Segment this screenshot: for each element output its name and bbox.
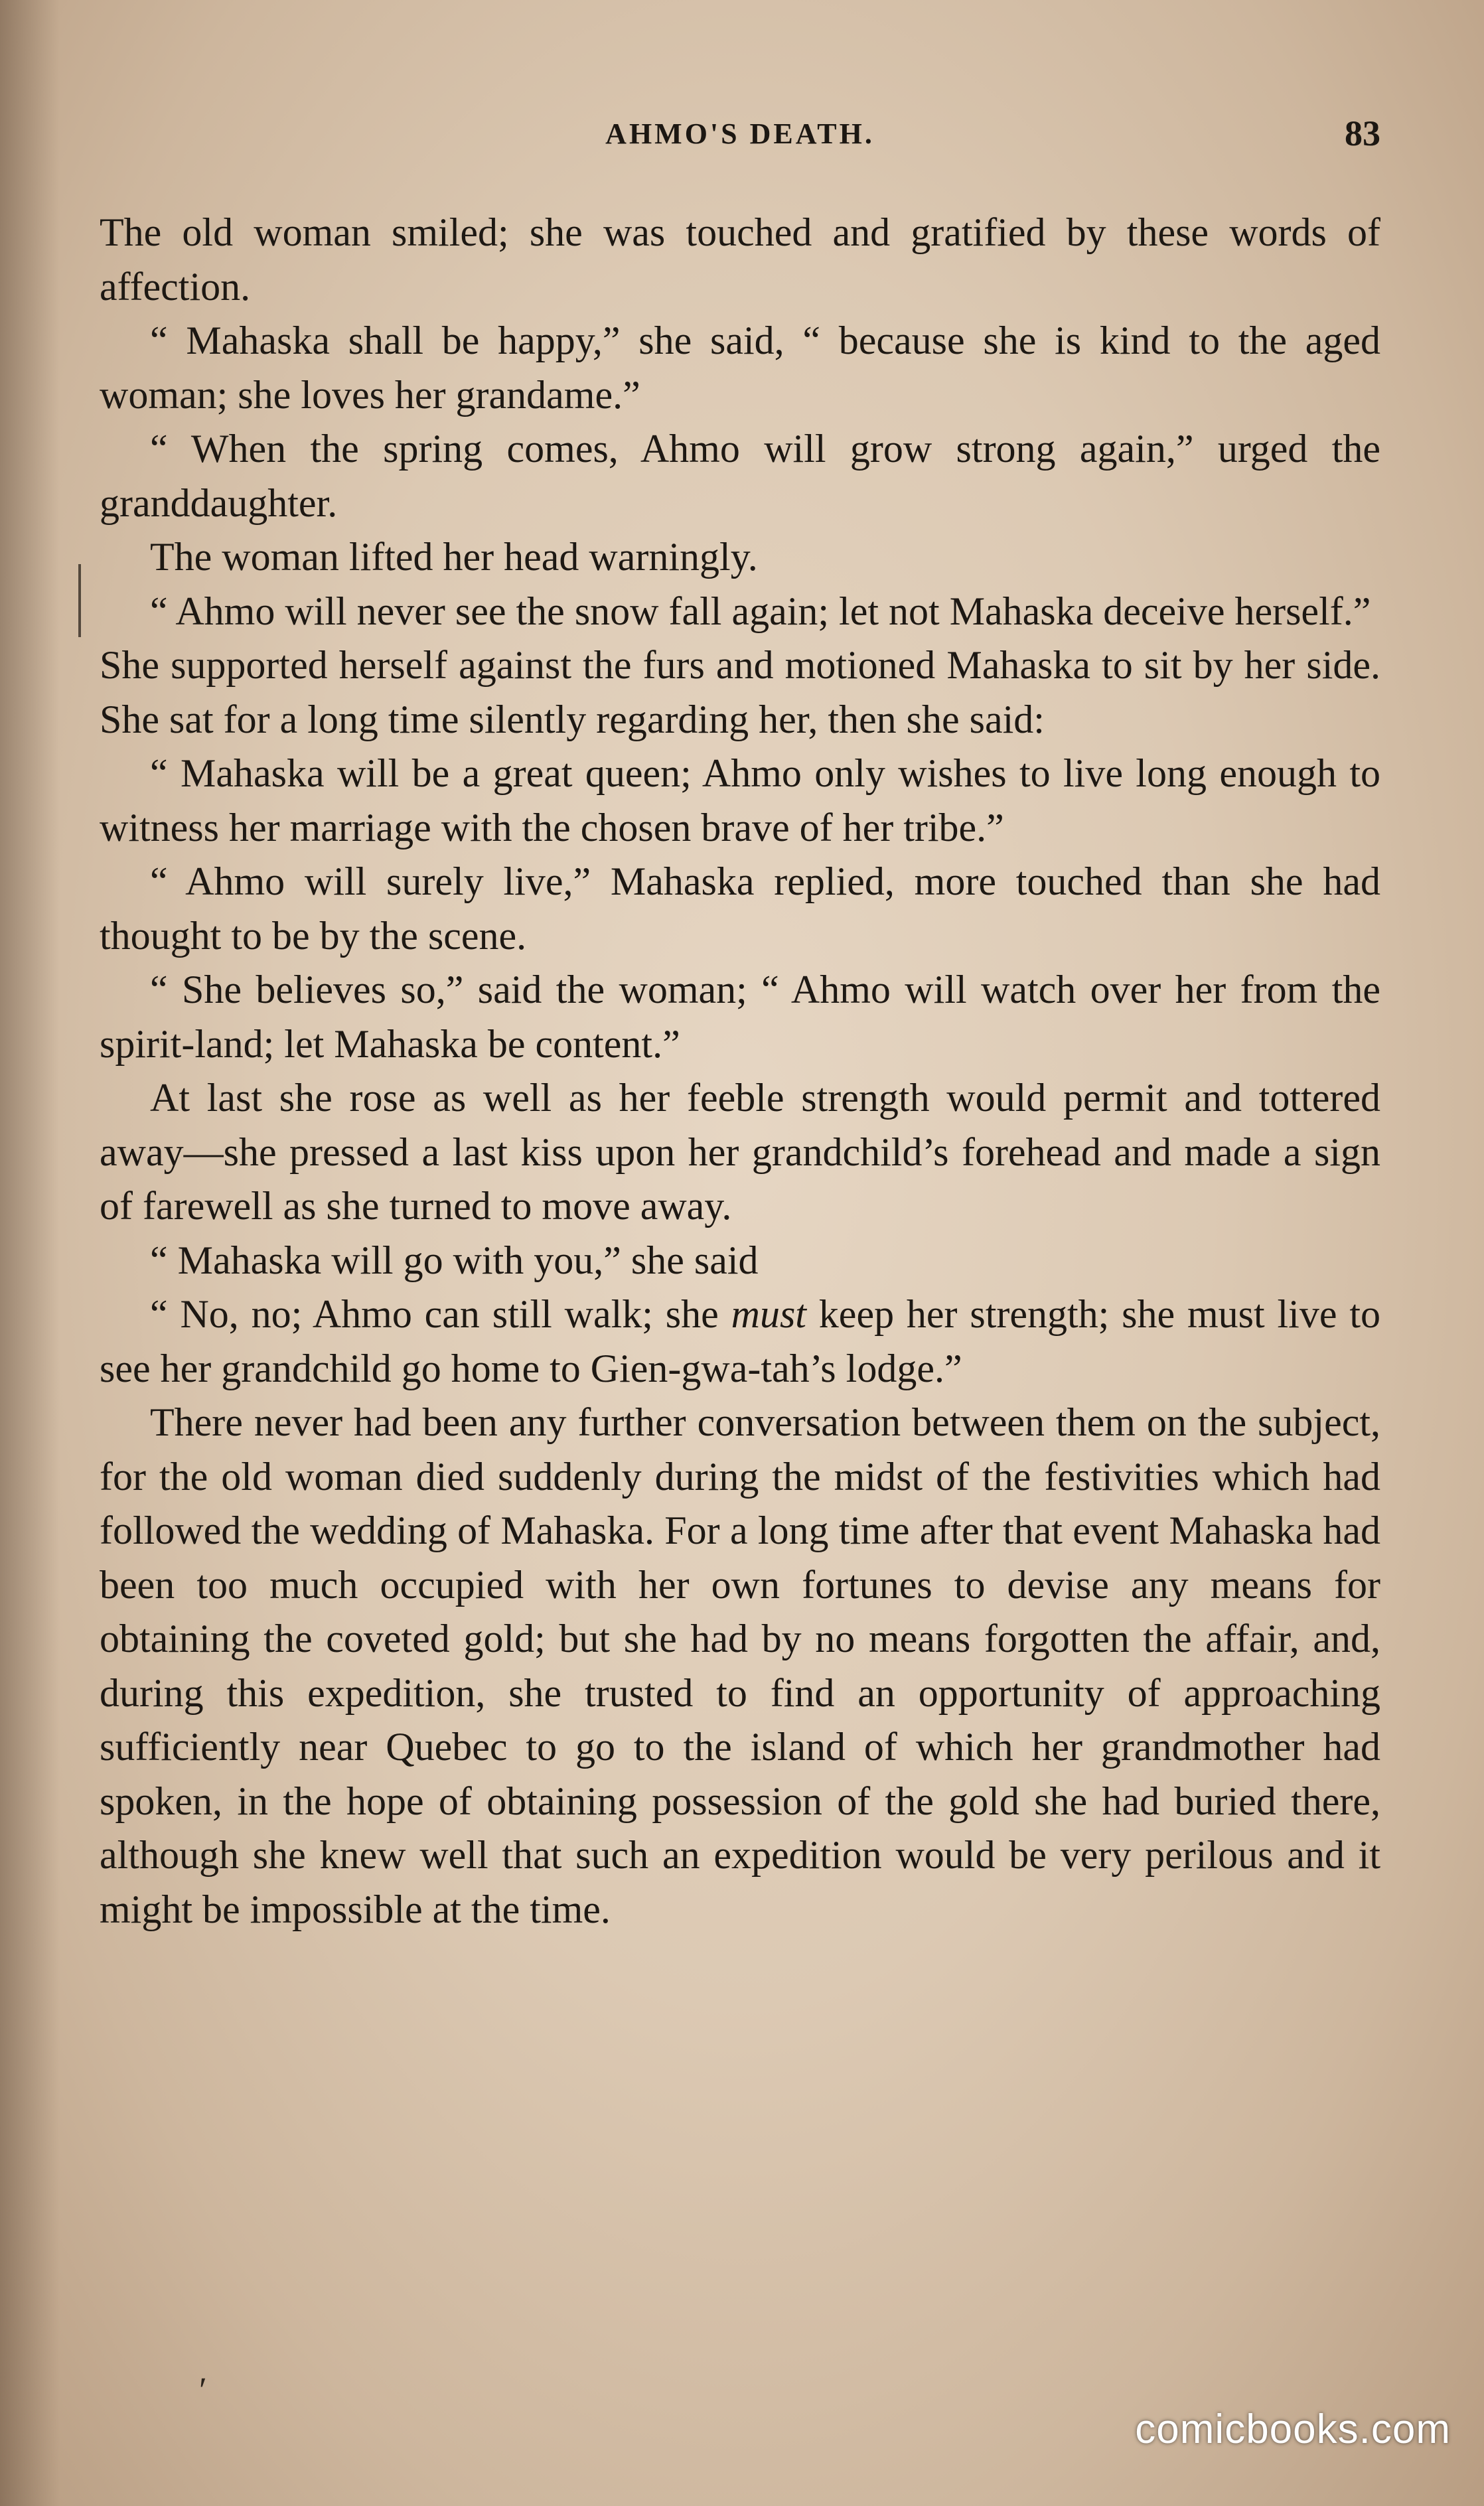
running-title: AHMO'S DEATH. bbox=[605, 117, 875, 150]
watermark: comicbooks.com bbox=[1135, 2406, 1451, 2452]
paragraph-text-before: “ No, no; Ahmo can still walk; she bbox=[150, 1292, 731, 1336]
emphasis-must: must bbox=[731, 1292, 806, 1336]
margin-pencil-mark bbox=[78, 564, 81, 637]
stray-ink-mark: ′ bbox=[199, 2370, 207, 2410]
paragraph: “ Mahaska will go with you,” she said bbox=[150, 1238, 759, 1282]
running-head bbox=[100, 113, 1380, 159]
paragraph-text-after: keep her strength; she must live to see her grandchild go home to Gien-gwa-tah’s lodge.” bbox=[100, 1292, 1380, 1390]
paragraph: The old woman smiled; she was touched and gratified by these words of affection. bbox=[100, 210, 1380, 309]
page-number: 83 bbox=[1345, 113, 1380, 153]
paragraph-must bbox=[100, 1288, 1380, 1396]
paragraph: She supported herself against the furs and motioned Mahaska to sit by her side. She sat for a long time silently regarding her, then she said: bbox=[100, 643, 1380, 741]
paragraph: “ Mahaska will be a great queen; Ahmo only wishes to live long enough to witness her marriage with the chosen brave of her tribe.” bbox=[100, 751, 1380, 849]
body-text bbox=[100, 206, 1380, 1937]
paragraph: “ Ahmo will never see the snow fall again; let not Mahaska deceive herself.” bbox=[150, 589, 1371, 633]
closing-paragraph: There never had been any further conversation between them on the subject, for the old woman died suddenly during the midst of the festivities which had followed the wedding of Mahaska. For a long time after that event Mahaska had been too much occupied with her own fortunes to devise any means for obtaining the coveted gold; but she had by no means forgotten the affair, and, during this expedition, she trusted to find an opportunity of approaching sufficiently near Quebec to go to the island of which her grandmother had spoken, in the hope of obtaining possession of the gold she had buried there, although she knew well that such an expedition would be very perilous and it might be impossible at the time. bbox=[100, 1400, 1380, 1931]
paragraph: “ Mahaska shall be happy,” she said, “ because she is kind to the aged woman; she loves her grandame.” bbox=[100, 319, 1380, 417]
paragraph: “ Ahmo will surely live,” Mahaska replied, more touched than she had thought to be by the scene. bbox=[100, 859, 1380, 958]
paragraph: “ She believes so,” said the woman; “ Ahmo will watch over her from the spirit-land; let Mahaska be content.” bbox=[100, 968, 1380, 1066]
paragraph: The woman lifted her head warningly. bbox=[150, 535, 758, 579]
paragraph: “ When the spring comes, Ahmo will grow strong again,” urged the granddaughter. bbox=[100, 427, 1380, 525]
paragraph: At last she rose as well as her feeble strength would permit and tottered away—she pressed a last kiss upon her grandchild’s forehead and made a sign of farewell as she turned to move away. bbox=[100, 1076, 1380, 1228]
spine-shadow bbox=[0, 0, 60, 2506]
